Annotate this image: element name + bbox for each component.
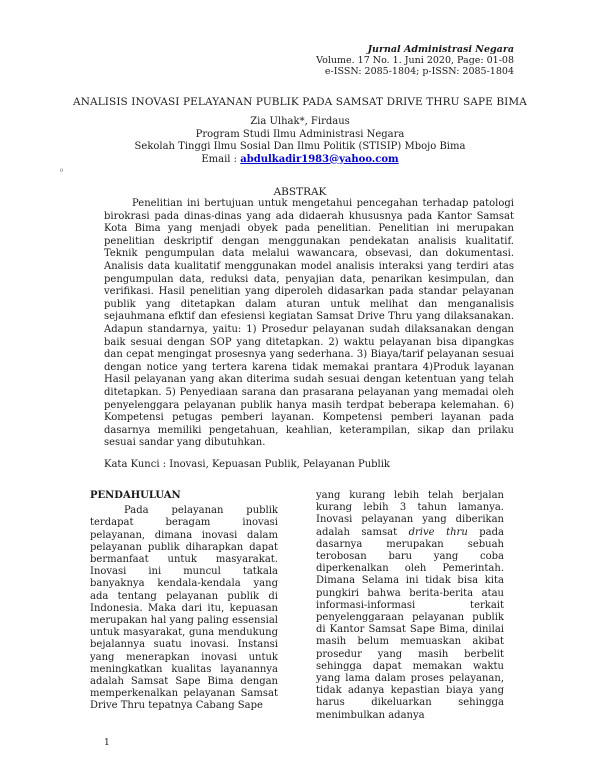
author-program: Program Studi Ilmu Administrasi Negara (195, 128, 405, 140)
keywords: Kata Kunci : Inovasi, Kepuasan Publik, Pelayanan Publik (104, 459, 390, 470)
page-number: 1 (104, 738, 110, 748)
intro-right-column (316, 490, 504, 722)
margin-mark: 0 (60, 168, 64, 174)
intro-left-column (90, 490, 278, 713)
abstract-text: Penelitian ini bertujuan untuk mengetahui pencegahan terhadap patologi birokrasi pada dinas-dinas yang ada didaerah khususnya pada Kantor Samsat Kota Bima yang menjadi obyek pada penelitian. Penelitian ini merupakan penelitian deskriptif dengan menggunakan pendekatan analisis kualitatif. Teknik pengumpulan data melalui wawancara, obsevasi, dan dokumentasi. Analisis data kualitatif menggunakan model analisis interaksi yang terdiri atas pengumpulan data, reduksi data, penyajian data, penarikan kesimpulan, dan verifikasi. Hasil penelitian yang diperoleh didasarkan pada standar pelayanan publik yang ditetapkan dalam aturan untuk melihat dan menganalisis sejauhmana efktif dan efesiensi kegiatan Samsat Drive Thru yang dilaksanakan. Adapun standarnya, yaitu: 1) Prosedur pelayanan sudah dilaksanakan dengan baik sesuai dengan SOP yang ditetapkan. 2) waktu pelayanan bisa dipangkas dan cepat mengingat prosesnya yang sederhana. 3) Biaya/tarif pelayanan sesuai dengan notice yang tertera karena tidak memakai prantara 4)Produk layanan Hasil pelayanan yang akan diterima sudah sesuai dengan ketentuan yang telah ditetapkan. 5) Penyediaan sarana dan prasarana pelayanan yang memadai oleh penyelenggara pelayanan publik hanya masih terdpat beberapa kelemahan. 6) Kompetensi petugas pemberi layanan. Kompetensi pemberi layanan pada dasarnya memiliki pengetahuan, keahlian, keterampilan, sikap dan prilaku sesuai sandar yang dibutuhkan. (104, 198, 514, 449)
author-email-line (0, 154, 600, 167)
author-institution: Sekolah Tinggi Ilmu Sosial Dan Ilmu Politik (STISIP) Mbojo Bima (134, 141, 466, 152)
email-link[interactable]: abdulkadir1983@yahoo.com (240, 153, 399, 165)
intro-right-paragraph (316, 490, 504, 722)
author-names: Zia Ulhak*, Firdaus (250, 116, 350, 127)
intro-right-italic: drive thru (408, 526, 468, 538)
journal-volume: Volume. 17 No. 1. Juni 2020, Page: 01-08 (316, 55, 514, 66)
journal-name: Jurnal Administrasi Negara (367, 44, 514, 55)
author-block (0, 116, 600, 166)
journal-header (316, 44, 514, 77)
journal-issn: e-ISSN: 2085-1804; p-ISSN: 2085-1804 (324, 66, 514, 77)
abstract-heading: ABSTRAK (273, 186, 327, 198)
intro-left-paragraph: Pada pelayanan publik terdapat beragam inovasi pelayanan, dimana inovasi dalam pelayanan publik diharapkan dapat bermanfaat untuk masyarakat. Inovasi ini muncul tatkala banyaknya kendala-kendala yang ada tentang pelayanan publik di Indonesia. Maka dari itu, kepuasan merupakan hal yang paling essensial untuk masyarakat, guna mendukung bejalannya suatu inovasi. Instansi yang menerapkan inovasi untuk meningkatkan kualitas layanannya adalah Samsat Sape Bima dengan memperkenalkan pelayanan Samsat Drive Thru tepatnya Cabang Sape (90, 505, 278, 712)
paper-title: ANALISIS INOVASI PELAYANAN PUBLIK PADA SAMSAT DRIVE THRU SAPE BIMA (73, 96, 527, 108)
intro-right-text-1: yang kurang lebih telah berjalan kurang lebih 3 tahun lamanya. Inovasi pelayanan yang diberikan adalah samsat (316, 490, 504, 538)
email-label: Email : (201, 153, 238, 165)
abstract-body (104, 198, 514, 450)
intro-right-text-2: pada dasarnya merupakan sebuah terobosan baru yang coba diperkenalkan oleh Pemerintah. Dimana Selama ini tidak bisa kita pungkiri bahwa berita-berita atau informasi-informasi terkait penyelenggaraan pelayanan publik di Kantor Samsat Sape Bima, dinilai masih belum memuaskan akibat prosedur yang masih berbelit sehingga dapat memakan waktu yang lama dalam proses pelayanan, tidak adanya kepastian biaya yang harus dikeluarkan sehingga menimbulkan adanya (316, 526, 504, 721)
section-heading: PENDAHULUAN (90, 490, 181, 501)
